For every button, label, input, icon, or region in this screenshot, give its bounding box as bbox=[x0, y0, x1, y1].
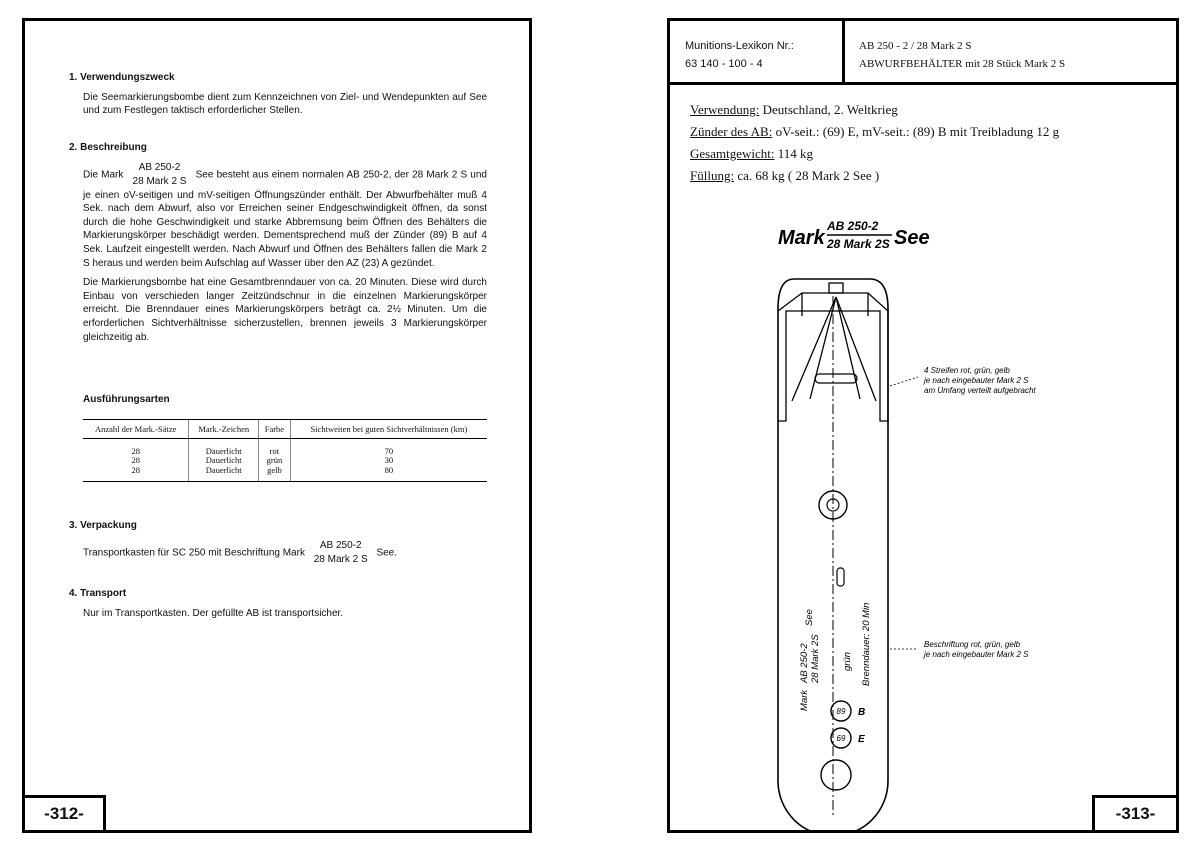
designation-fraction bbox=[133, 161, 187, 189]
section-text: Die Markierungsbombe hat eine Gesamtbrenndauer von ca. 20 Minuten. Diese wird durch Einbau von verschieden langer Zeitzündschnur in die einzelnen Markierungskörper erreicht. Die Brenndauer eines Markierungskörpers beträgt ca. 2½ Minuten. Um die erforderlichen Sichtverhältnisse sicherzustellen, brennen jeweils 3 Markierungskörper gleichzeitig ab. bbox=[83, 277, 487, 343]
fuze-69-label: 69 bbox=[836, 734, 846, 743]
note1-leader bbox=[890, 377, 918, 386]
column-header: Sichtweiten bei guten Sichtverhältnissen (km) bbox=[290, 419, 487, 438]
drawing-title-top: AB 250-2 bbox=[827, 219, 879, 233]
lexikon-label: Munitions-Lexikon Nr.: bbox=[685, 40, 794, 52]
table-header-row bbox=[83, 419, 487, 438]
drawing-title-bottom: 28 Mark 2S bbox=[827, 237, 890, 251]
column-header: Anzahl der Mark.-Sätze bbox=[83, 419, 189, 438]
fraction-top: AB 250-2 bbox=[138, 161, 181, 173]
table-cell: 80 bbox=[290, 466, 487, 482]
note2-line: Beschriftung rot, grün, gelb bbox=[924, 640, 1021, 649]
drawing-title-see: See bbox=[894, 227, 930, 249]
section-variants bbox=[69, 393, 487, 482]
section-heading: Ausführungsarten bbox=[83, 394, 170, 405]
designation-fraction bbox=[314, 539, 368, 567]
page-number: -313- bbox=[1092, 795, 1179, 833]
table-row bbox=[83, 466, 487, 482]
info-key: Verwendung: bbox=[690, 102, 760, 117]
marker-slot bbox=[837, 568, 844, 586]
title-line: ABWURFBEHÄLTER mit 28 Stück Mark 2 S bbox=[859, 58, 1066, 70]
table-row bbox=[83, 456, 487, 466]
note1-line: je nach eingebauter Mark 2 S bbox=[924, 376, 1029, 385]
text-pre: Transportkasten für SC 250 mit Beschriftung Mark bbox=[83, 547, 305, 559]
page-number: -312- bbox=[22, 795, 106, 833]
table-cell: gelb bbox=[259, 466, 291, 482]
nose-fuze-icon bbox=[821, 760, 851, 790]
body-label-bottom: 28 Mark 2S bbox=[810, 634, 821, 683]
table-cell: 28 bbox=[83, 466, 189, 482]
lexikon-number: 63 140 - 100 - 4 bbox=[685, 58, 763, 70]
section-description bbox=[69, 141, 487, 350]
section-heading: 3. Verpackung bbox=[69, 520, 137, 531]
table-cell: 70 bbox=[290, 438, 487, 456]
info-value: oV-seit.: (69) E, mV-seit.: (89) B mit Treibladung 12 g bbox=[775, 124, 1060, 139]
body-label-mark: Mark bbox=[799, 689, 810, 711]
fuze-89-label: 89 bbox=[836, 707, 846, 716]
section-text bbox=[83, 539, 487, 567]
info-key: Zünder des AB: bbox=[690, 124, 773, 139]
body-label-see: See bbox=[804, 609, 815, 626]
table-cell: rot bbox=[259, 438, 291, 456]
table-cell: grün bbox=[259, 456, 291, 466]
table-cell: 28 bbox=[131, 455, 140, 466]
fraction-bottom: 28 Mark 2 S bbox=[132, 175, 187, 187]
fraction-bottom: 28 Mark 2 S bbox=[313, 553, 368, 565]
note1-line: 4 Streifen rot, grün, gelb bbox=[924, 366, 1010, 375]
section-packaging bbox=[69, 519, 487, 573]
info-key: Füllung: bbox=[690, 168, 735, 183]
note1-line: am Umfang verteilt aufgebracht bbox=[924, 386, 1036, 395]
table-cell: Dauerlicht bbox=[189, 438, 259, 456]
table-row bbox=[83, 438, 487, 456]
info-key: Gesamtgewicht: bbox=[690, 146, 775, 161]
info-value: Deutschland, 2. Weltkrieg bbox=[762, 102, 898, 117]
fuze-69-letter: E bbox=[858, 734, 865, 745]
table-cell: 28 bbox=[131, 445, 140, 456]
body-label-color: grün bbox=[842, 651, 853, 671]
left-page bbox=[22, 18, 532, 833]
container-drawing bbox=[670, 21, 1176, 830]
body-label-burn: Brenndauer: 20 Min bbox=[861, 602, 872, 686]
right-page bbox=[667, 18, 1179, 833]
section-purpose bbox=[69, 71, 487, 124]
section-text: Die Seemarkierungsbombe dient zum Kennzeichnen von Ziel- und Wendepunkten auf See und zum Festlegen taktisch erforderlicher Stellen. bbox=[83, 91, 487, 117]
fraction-top: AB 250-2 bbox=[319, 539, 362, 551]
text-post: See besteht aus einem normalen AB 250-2, der 28 Mark 2 S und je einen oV-seitigen und mV-seitigen Öffnungszünder enthält. Der Abwurfbehälter muß 4 Sek. nach dem Abwurf, also vor Erreichen seiner Endgeschwindigkeit öffnen, da sonst durch die hohe Geschwindigkeit und starke Abbremsung beim Öffnen des Behälters die Markierungskörper beschädigt werden. Dementsprechend muß der Zünder (89) B auf 4 Sek. Laufzeit eingestellt werden. Nach Abwurf und Öffnen des Behälters fallen die Mark 2 S heraus und werden beim Aufschlag auf Wasser über den AZ (23) A gezündet. bbox=[83, 169, 487, 269]
text-post: See. bbox=[376, 547, 398, 559]
note2-line: je nach eingebauter Mark 2 S bbox=[924, 650, 1029, 659]
text-pre: Die Mark bbox=[83, 169, 124, 181]
info-value: 114 kg bbox=[777, 146, 814, 161]
drawing-title-mark: Mark bbox=[778, 227, 825, 249]
info-value: ca. 68 kg ( 28 Mark 2 See ) bbox=[737, 168, 880, 183]
fuze-89-letter: B bbox=[858, 707, 866, 718]
table-cell: 30 bbox=[290, 456, 487, 466]
section-heading: 2. Beschreibung bbox=[69, 142, 147, 153]
section-heading: 1. Verwendungszweck bbox=[69, 72, 175, 83]
variants-table bbox=[83, 419, 487, 483]
section-text bbox=[83, 161, 487, 271]
body-label-top: AB 250-2 bbox=[799, 643, 810, 683]
section-text: Nur im Transportkasten. Der gefüllte AB ist transportsicher. bbox=[83, 607, 344, 619]
section-transport bbox=[69, 587, 487, 626]
column-header: Mark.-Zeichen bbox=[189, 419, 259, 438]
column-header: Farbe bbox=[259, 419, 291, 438]
table-cell: Dauerlicht bbox=[189, 456, 259, 466]
section-heading: 4. Transport bbox=[69, 588, 127, 599]
table-cell: Dauerlicht bbox=[189, 466, 259, 482]
title-line: AB 250 - 2 / 28 Mark 2 S bbox=[859, 40, 972, 52]
